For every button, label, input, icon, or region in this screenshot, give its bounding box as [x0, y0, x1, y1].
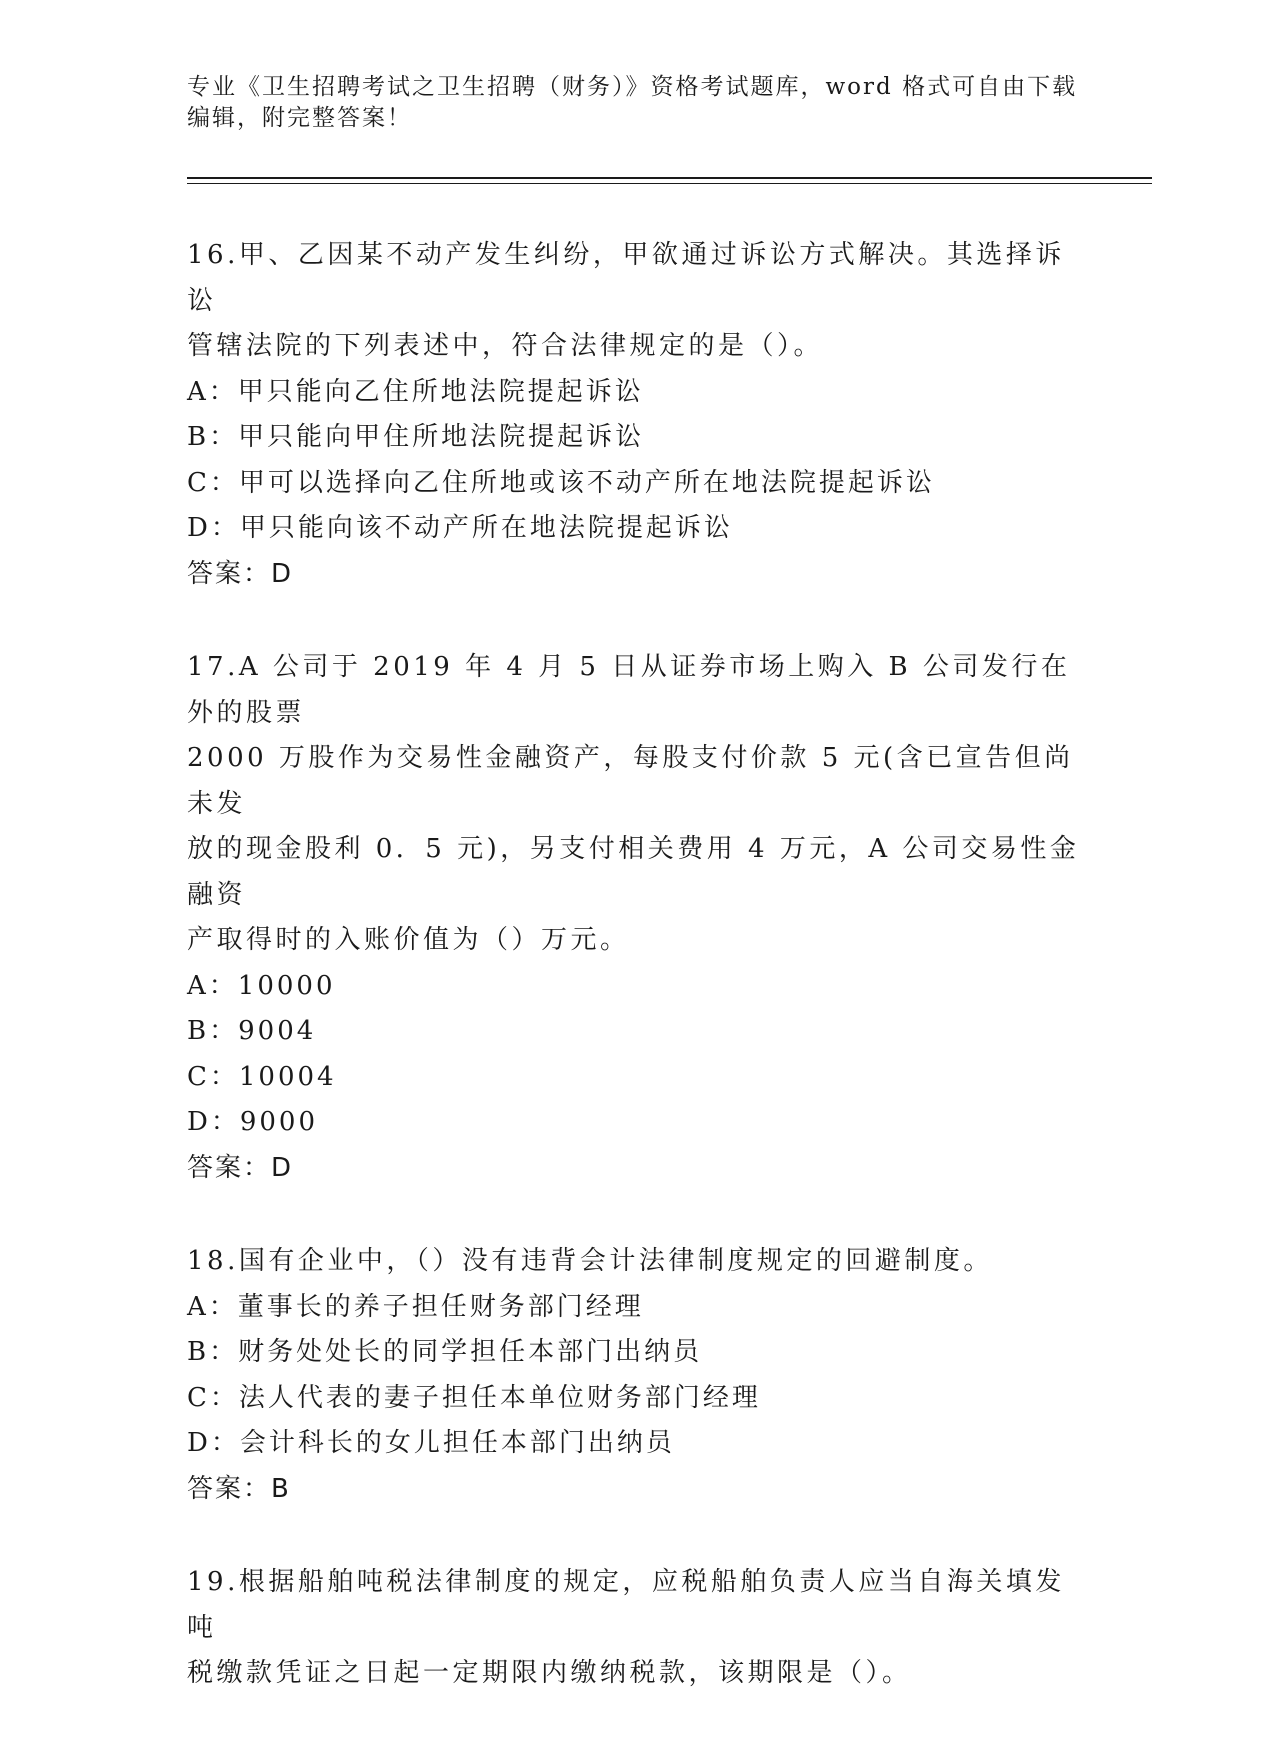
header-divider	[187, 177, 1152, 179]
question-18	[187, 1239, 1087, 1512]
question-text: 2000 万股作为交易性金融资产，每股支付价款 5 元(含已宣告但尚未发	[187, 743, 1074, 819]
header-line: 专业《卫生招聘考试之卫生招聘（财务）》资格考试题库，word 格式可自由下载	[187, 74, 1078, 100]
header	[187, 72, 1087, 134]
option-b: B：财务处处长的同学担任本部门出纳员	[187, 1337, 703, 1367]
question-text: 管辖法院的下列表述中，符合法律规定的是（）。	[187, 331, 824, 361]
question-text: 17.A 公司于 2019 年 4 月 5 日从证券市场上购入 B 公司发行在外的股票	[187, 652, 1071, 728]
question-17	[187, 645, 1087, 1191]
header-divider	[187, 183, 1152, 184]
question-16	[187, 233, 1087, 597]
option-c: C：法人代表的妻子担任本单位财务部门经理	[187, 1382, 761, 1413]
question-text: 税缴款凭证之日起一定期限内缴纳税款，该期限是（）。	[187, 1658, 912, 1688]
option-d: D：会计科长的女儿担任本部门出纳员	[187, 1428, 675, 1458]
question-text: 放的现金股利 0．5 元)，另支付相关费用 4 万元，A 公司交易性金融资	[187, 834, 1080, 910]
question-19	[187, 1560, 1087, 1697]
option-a: A：甲只能向乙住所地法院提起诉讼	[187, 376, 644, 407]
option-d: D：9000	[187, 1107, 319, 1137]
answer: 答案：D	[187, 1152, 294, 1183]
answer: 答案：D	[187, 558, 294, 589]
question-text: 18.国有企业中，（）没有违背会计法律制度规定的回避制度。	[187, 1246, 993, 1276]
option-a: A：董事长的养子担任财务部门经理	[187, 1291, 644, 1322]
option-b: B：甲只能向甲住所地法院提起诉讼	[187, 422, 645, 452]
option-a: A：10000	[187, 970, 336, 1001]
option-c: C：甲可以选择向乙住所地或该不动产所在地法院提起诉讼	[187, 467, 935, 498]
header-line: 编辑，附完整答案！	[187, 105, 412, 131]
answer: 答案：B	[187, 1473, 291, 1504]
question-text: 19.根据船舶吨税法律制度的规定，应税船舶负责人应当自海关填发吨	[187, 1567, 1065, 1643]
option-b: B：9004	[187, 1016, 317, 1046]
question-text: 产取得时的入账价值为（）万元。	[187, 925, 630, 955]
option-c: C：10004	[187, 1061, 337, 1092]
question-text: 16.甲、乙因某不动产发生纠纷，甲欲通过诉讼方式解决。其选择诉讼	[187, 240, 1065, 316]
question-list	[187, 233, 1087, 1745]
option-d: D：甲只能向该不动产所在地法院提起诉讼	[187, 513, 733, 543]
